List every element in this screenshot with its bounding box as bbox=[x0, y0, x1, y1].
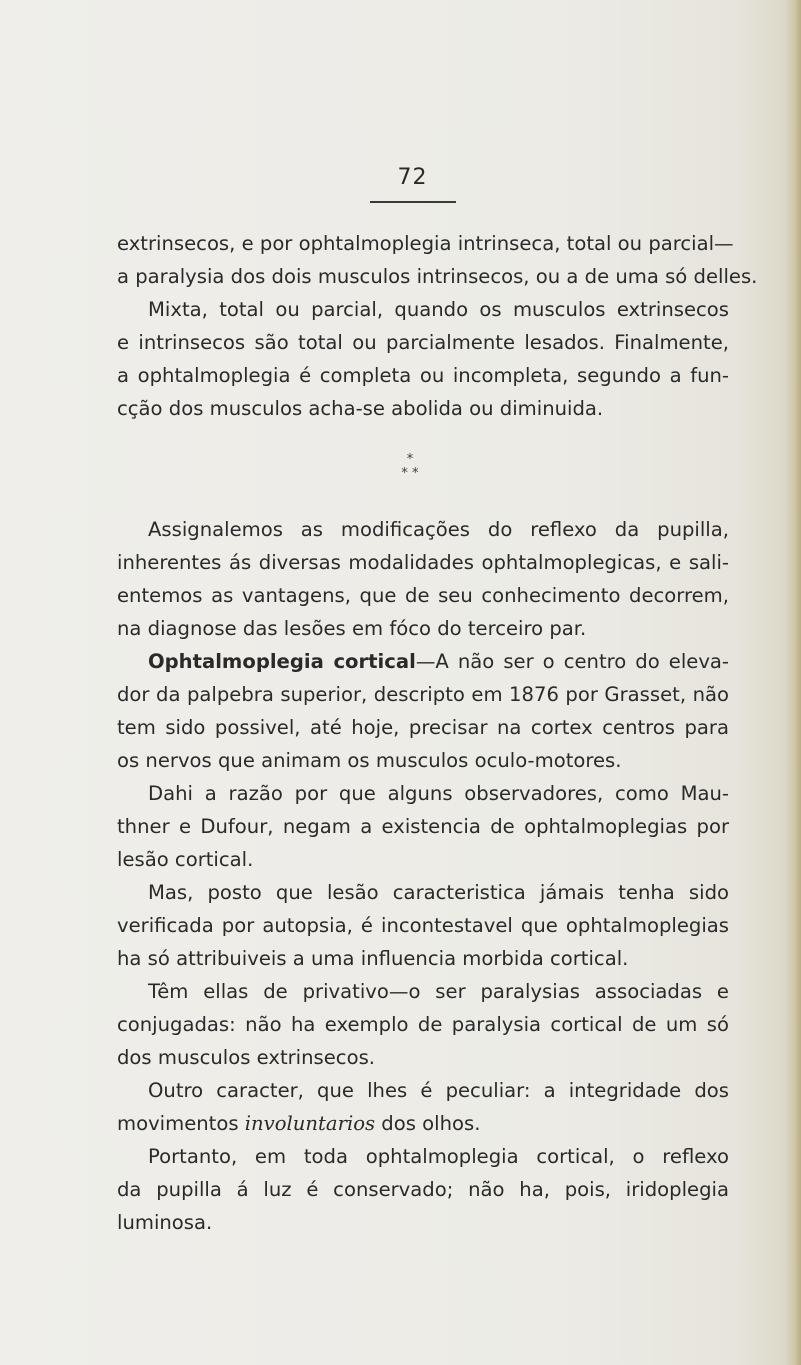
text-line: os nervos que animam os musculos oculo-motores. bbox=[117, 749, 622, 772]
page-number: 72 bbox=[397, 165, 428, 190]
text-line: a ophtalmoplegia é completa ou incompleta, segundo a fun- bbox=[117, 364, 729, 387]
text-line: Mas, posto que lesão caracteristica jámais tenha sido bbox=[148, 881, 729, 904]
text-line: Mixta, total ou parcial, quando os musculos extrinsecos bbox=[148, 298, 729, 321]
asterism-top: * bbox=[406, 452, 414, 467]
text-run: —A não ser o centro do eleva- bbox=[415, 650, 729, 673]
asterism-bottom: * * bbox=[401, 466, 419, 481]
paragraph-1 bbox=[117, 227, 758, 425]
text-line: lesão cortical. bbox=[117, 848, 254, 871]
page-number-rule bbox=[370, 201, 456, 203]
text-line: ha só attribuiveis a uma influencia morbida cortical. bbox=[117, 947, 629, 970]
text-line: tem sido possivel, até hoje, precisar na cortex centros para bbox=[117, 716, 729, 739]
text-line: cção dos musculos acha-se abolida ou diminuida. bbox=[117, 397, 604, 420]
text-run: movimentos bbox=[117, 1112, 245, 1135]
text-line: Assignalemos as modificações do reflexo da pupilla, bbox=[148, 518, 729, 541]
text-line: Dahi a razão por que alguns observadores, como Mau- bbox=[148, 782, 729, 805]
text-line: inherentes ás diversas modalidades ophtalmoplegicas, e sali- bbox=[117, 551, 729, 574]
text-run: dos olhos. bbox=[375, 1112, 481, 1135]
text-line: verificada por autopsia, é incontestavel que ophtalmoplegias bbox=[117, 914, 729, 937]
text-line: Têm ellas de privativo—o ser paralysias associadas e bbox=[148, 980, 729, 1003]
text-line: a paralysia dos dois musculos intrinsecos, ou a de uma só delles. bbox=[117, 265, 758, 288]
text-line: conjugadas: não ha exemplo de paralysia cortical de um só bbox=[117, 1013, 729, 1036]
paragraph-2 bbox=[117, 513, 729, 1239]
text-line: entemos as vantagens, que de seu conhecimento decorrem, bbox=[117, 584, 729, 607]
italic-word: involuntarios bbox=[244, 1112, 376, 1135]
section-heading: Ophtalmoplegia cortical bbox=[148, 650, 416, 673]
page-edge-shadow bbox=[785, 0, 801, 1365]
asterism-separator bbox=[360, 453, 460, 481]
text-line: dos musculos extrinsecos. bbox=[117, 1046, 376, 1069]
text-line: da pupilla á luz é conservado; não ha, pois, iridoplegia bbox=[117, 1178, 729, 1201]
text-line bbox=[117, 645, 729, 678]
text-line bbox=[117, 1107, 729, 1140]
text-line: dor da palpebra superior, descripto em 1876 por Grasset, não bbox=[117, 683, 729, 706]
text-line: extrinsecos, e por ophtalmoplegia intrinseca, total ou parcial— bbox=[117, 232, 734, 255]
text-line: luminosa. bbox=[117, 1211, 213, 1234]
text-line: Outro caracter, que lhes é peculiar: a integridade dos bbox=[148, 1079, 729, 1102]
text-line: e intrinsecos são total ou parcialmente lesados. Finalmente, bbox=[117, 331, 729, 354]
text-line: Portanto, em toda ophtalmoplegia cortical, o reflexo bbox=[148, 1145, 729, 1168]
text-line: thner e Dufour, negam a existencia de ophtalmoplegias por bbox=[117, 815, 729, 838]
text-line: na diagnose das lesões em fóco do terceiro par. bbox=[117, 617, 587, 640]
